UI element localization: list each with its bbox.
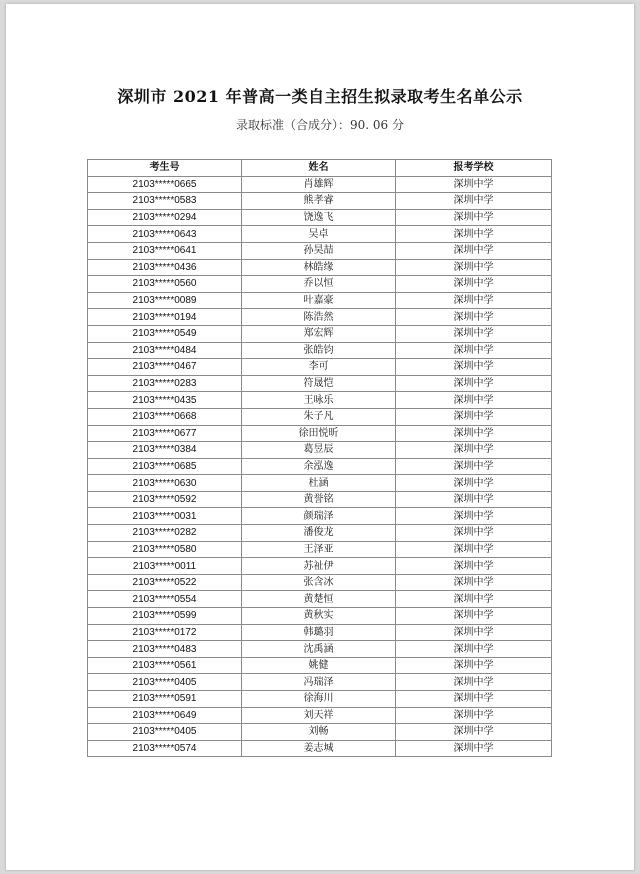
candidate-id-cell: 2103*****0580 <box>88 541 242 558</box>
candidate-id-cell: 2103*****0172 <box>88 624 242 641</box>
candidate-name-cell: 姚健 <box>242 657 396 674</box>
table-row <box>88 392 552 409</box>
candidate-name-cell: 余泓逸 <box>242 458 396 475</box>
candidate-name-cell: 符晟恺 <box>242 375 396 392</box>
table-row <box>88 193 552 210</box>
school-cell: 深圳中学 <box>396 641 552 658</box>
column-header-candidate-id: 考生号 <box>88 160 242 177</box>
candidate-name-cell: 杜涵 <box>242 475 396 492</box>
school-cell: 深圳中学 <box>396 491 552 508</box>
candidate-name-cell: 饶逸飞 <box>242 209 396 226</box>
candidate-id-cell: 2103*****0282 <box>88 525 242 542</box>
candidate-name-cell: 刘畅 <box>242 724 396 741</box>
candidate-name-cell: 冯瑞泽 <box>242 674 396 691</box>
table-row <box>88 541 552 558</box>
candidate-id-cell: 2103*****0467 <box>88 359 242 376</box>
candidate-id-cell: 2103*****0435 <box>88 392 242 409</box>
school-cell: 深圳中学 <box>396 608 552 625</box>
candidate-name-cell: 姜志城 <box>242 740 396 757</box>
table-row <box>88 309 552 326</box>
candidate-name-cell: 苏祉伊 <box>242 558 396 575</box>
table-row <box>88 176 552 193</box>
school-cell: 深圳中学 <box>396 276 552 293</box>
table-row <box>88 508 552 525</box>
candidate-name-cell: 黄秋实 <box>242 608 396 625</box>
candidate-id-cell: 2103*****0599 <box>88 608 242 625</box>
candidate-id-cell: 2103*****0405 <box>88 724 242 741</box>
candidate-id-cell: 2103*****0089 <box>88 292 242 309</box>
school-cell: 深圳中学 <box>396 674 552 691</box>
candidate-id-cell: 2103*****0483 <box>88 641 242 658</box>
candidate-id-cell: 2103*****0194 <box>88 309 242 326</box>
table-row <box>88 525 552 542</box>
school-cell: 深圳中学 <box>396 541 552 558</box>
table-row <box>88 641 552 658</box>
school-cell: 深圳中学 <box>396 226 552 243</box>
school-cell: 深圳中学 <box>396 392 552 409</box>
table-row <box>88 624 552 641</box>
school-cell: 深圳中学 <box>396 707 552 724</box>
table-header-row <box>88 160 552 177</box>
school-cell: 深圳中学 <box>396 209 552 226</box>
candidate-id-cell: 2103*****0583 <box>88 193 242 210</box>
candidate-name-cell: 乔以恒 <box>242 276 396 293</box>
school-cell: 深圳中学 <box>396 375 552 392</box>
candidate-id-cell: 2103*****0384 <box>88 442 242 459</box>
school-cell: 深圳中学 <box>396 657 552 674</box>
table-row <box>88 359 552 376</box>
candidate-id-cell: 2103*****0294 <box>88 209 242 226</box>
candidate-id-cell: 2103*****0554 <box>88 591 242 608</box>
candidate-name-cell: 吴卓 <box>242 226 396 243</box>
school-cell: 深圳中学 <box>396 691 552 708</box>
candidate-name-cell: 韩璐羽 <box>242 624 396 641</box>
candidate-id-cell: 2103*****0522 <box>88 574 242 591</box>
school-cell: 深圳中学 <box>396 259 552 276</box>
school-cell: 深圳中学 <box>396 724 552 741</box>
candidate-name-cell: 孙昊喆 <box>242 242 396 259</box>
table-row <box>88 276 552 293</box>
candidate-id-cell: 2103*****0436 <box>88 259 242 276</box>
candidate-name-cell: 王泽亚 <box>242 541 396 558</box>
candidate-id-cell: 2103*****0405 <box>88 674 242 691</box>
candidate-name-cell: 林皓缘 <box>242 259 396 276</box>
school-cell: 深圳中学 <box>396 475 552 492</box>
school-cell: 深圳中学 <box>396 624 552 641</box>
school-cell: 深圳中学 <box>396 591 552 608</box>
candidate-id-cell: 2103*****0549 <box>88 325 242 342</box>
school-cell: 深圳中学 <box>396 558 552 575</box>
candidate-id-cell: 2103*****0031 <box>88 508 242 525</box>
school-cell: 深圳中学 <box>396 442 552 459</box>
candidate-name-cell: 张含冰 <box>242 574 396 591</box>
candidate-id-cell: 2103*****0592 <box>88 491 242 508</box>
candidate-id-cell: 2103*****0641 <box>88 242 242 259</box>
table-row <box>88 375 552 392</box>
candidate-name-cell: 黄誉铭 <box>242 491 396 508</box>
table-row <box>88 591 552 608</box>
table-row <box>88 325 552 342</box>
school-cell: 深圳中学 <box>396 425 552 442</box>
candidate-id-cell: 2103*****0668 <box>88 408 242 425</box>
column-header-school: 报考学校 <box>396 160 552 177</box>
candidate-name-cell: 叶嘉豪 <box>242 292 396 309</box>
candidate-id-cell: 2103*****0630 <box>88 475 242 492</box>
candidate-name-cell: 熊孝睿 <box>242 193 396 210</box>
table-row <box>88 342 552 359</box>
table-row <box>88 491 552 508</box>
candidate-id-cell: 2103*****0665 <box>88 176 242 193</box>
table-row <box>88 292 552 309</box>
table-row <box>88 691 552 708</box>
table-row <box>88 209 552 226</box>
candidate-id-cell: 2103*****0649 <box>88 707 242 724</box>
table-row <box>88 242 552 259</box>
school-cell: 深圳中学 <box>396 359 552 376</box>
table-row <box>88 558 552 575</box>
candidate-id-cell: 2103*****0591 <box>88 691 242 708</box>
table-row <box>88 657 552 674</box>
candidate-name-cell: 李可 <box>242 359 396 376</box>
table-row <box>88 724 552 741</box>
table-row <box>88 458 552 475</box>
document-title: 深圳市 2021 年普高一类自主招生拟录取考生名单公示 <box>117 87 523 106</box>
candidate-name-cell: 刘天祥 <box>242 707 396 724</box>
candidate-table <box>87 159 552 757</box>
candidate-id-cell: 2103*****0011 <box>88 558 242 575</box>
school-cell: 深圳中学 <box>396 740 552 757</box>
candidate-name-cell: 黄楚恒 <box>242 591 396 608</box>
table-row <box>88 408 552 425</box>
candidate-id-cell: 2103*****0561 <box>88 657 242 674</box>
candidate-name-cell: 王咏乐 <box>242 392 396 409</box>
candidate-name-cell: 徐田悦昕 <box>242 425 396 442</box>
column-header-name: 姓名 <box>242 160 396 177</box>
candidate-id-cell: 2103*****0685 <box>88 458 242 475</box>
school-cell: 深圳中学 <box>396 342 552 359</box>
candidate-name-cell: 郑宏辉 <box>242 325 396 342</box>
table-row <box>88 226 552 243</box>
table-row <box>88 425 552 442</box>
table-row <box>88 574 552 591</box>
school-cell: 深圳中学 <box>396 309 552 326</box>
school-cell: 深圳中学 <box>396 574 552 591</box>
candidate-id-cell: 2103*****0574 <box>88 740 242 757</box>
table-row <box>88 259 552 276</box>
table-row <box>88 674 552 691</box>
school-cell: 深圳中学 <box>396 508 552 525</box>
school-cell: 深圳中学 <box>396 458 552 475</box>
candidate-name-cell: 张皓钧 <box>242 342 396 359</box>
school-cell: 深圳中学 <box>396 242 552 259</box>
table-row <box>88 740 552 757</box>
school-cell: 深圳中学 <box>396 325 552 342</box>
candidate-id-cell: 2103*****0283 <box>88 375 242 392</box>
table-row <box>88 608 552 625</box>
school-cell: 深圳中学 <box>396 176 552 193</box>
candidate-id-cell: 2103*****0484 <box>88 342 242 359</box>
candidate-name-cell: 朱子凡 <box>242 408 396 425</box>
candidate-name-cell: 沈禹涵 <box>242 641 396 658</box>
candidate-name-cell: 葛昱辰 <box>242 442 396 459</box>
candidate-name-cell: 颜瑞泽 <box>242 508 396 525</box>
candidate-name-cell: 潘俊龙 <box>242 525 396 542</box>
school-cell: 深圳中学 <box>396 408 552 425</box>
school-cell: 深圳中学 <box>396 193 552 210</box>
candidate-name-cell: 徐海川 <box>242 691 396 708</box>
candidate-id-cell: 2103*****0560 <box>88 276 242 293</box>
admission-standard: 录取标准（合成分）：90. 06 分 <box>236 118 404 132</box>
table-row <box>88 442 552 459</box>
candidate-name-cell: 肖雄辉 <box>242 176 396 193</box>
table-row <box>88 707 552 724</box>
table-row <box>88 475 552 492</box>
candidate-name-cell: 陈浩然 <box>242 309 396 326</box>
candidate-id-cell: 2103*****0677 <box>88 425 242 442</box>
school-cell: 深圳中学 <box>396 292 552 309</box>
candidate-id-cell: 2103*****0643 <box>88 226 242 243</box>
school-cell: 深圳中学 <box>396 525 552 542</box>
